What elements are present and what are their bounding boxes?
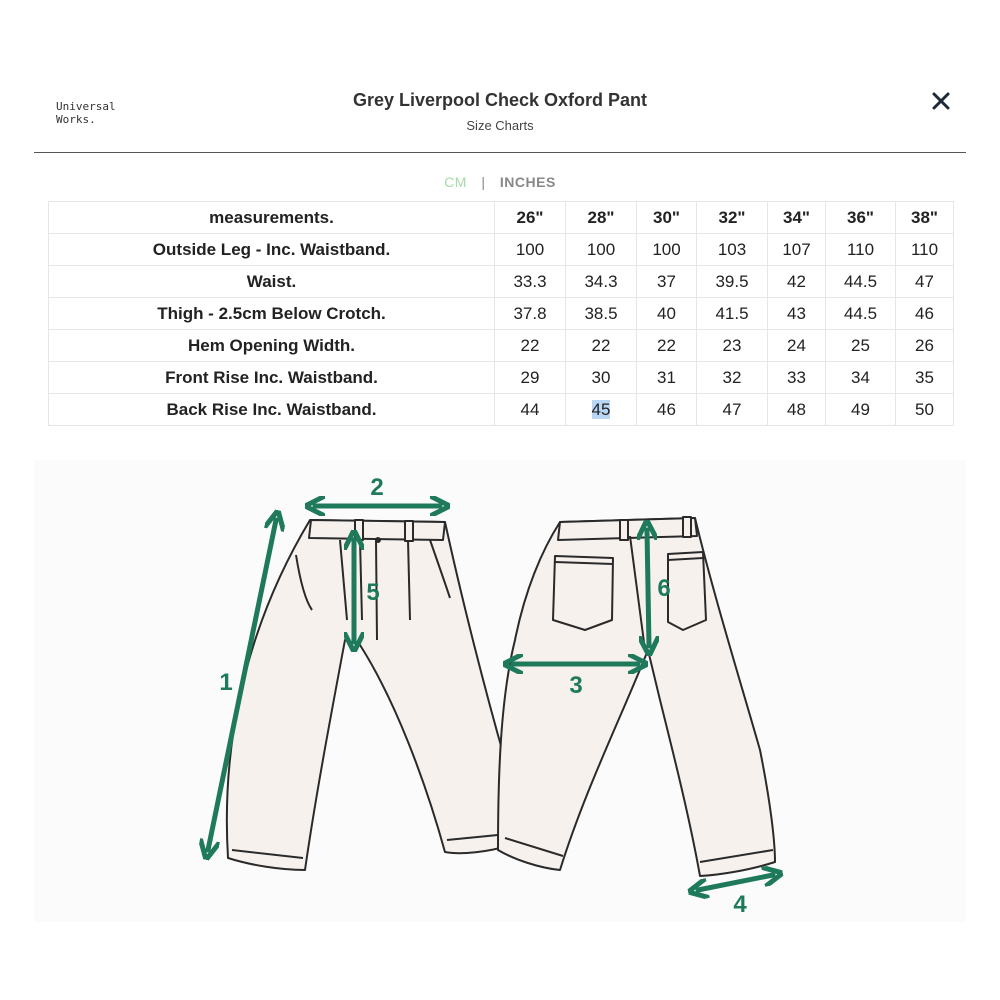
table-cell: 35 [896,362,954,394]
marker-1: 1 [219,669,233,696]
size-chart-table [48,201,954,426]
marker-3: 3 [569,672,583,699]
close-button[interactable] [928,88,954,114]
table-cell: 50 [896,394,954,426]
table-cell: 26 [896,330,954,362]
marker-2: 2 [370,474,384,501]
size-charts-subtitle: Size Charts [466,118,534,133]
table-row [49,298,954,330]
table-cell: 46 [637,394,697,426]
table-cell: 33 [768,362,826,394]
table-cell: 24 [768,330,826,362]
table-cell: 46 [896,298,954,330]
table-cell: 22 [637,330,697,362]
table-header-cell: 28" [566,202,637,234]
unit-inches-tab[interactable]: INCHES [499,174,556,190]
product-title: Grey Liverpool Check Oxford Pant [352,90,648,110]
table-header-cell: 34" [768,202,826,234]
table-cell: 44.5 [826,298,896,330]
table-row [49,362,954,394]
back-trousers-illustration [498,517,775,876]
table-row [49,330,954,362]
table-cell: 30 [566,362,637,394]
table-cell: 25 [826,330,896,362]
table-cell: 23 [697,330,768,362]
table-cell: 34.3 [566,266,637,298]
table-cell: 38.5 [566,298,637,330]
unit-separator: | [481,174,486,190]
arrow-6-back-rise [647,530,649,646]
table-cell: 107 [768,234,826,266]
row-label: Back Rise Inc. Waistband. [49,394,495,426]
table-cell: 40 [637,298,697,330]
table-header-cell: 32" [697,202,768,234]
marker-4: 4 [733,891,747,918]
table-cell: 22 [495,330,566,362]
header-divider [34,152,966,153]
table-row [49,234,954,266]
table-cell: 37.8 [495,298,566,330]
row-label: Thigh - 2.5cm Below Crotch. [49,298,495,330]
table-cell: 100 [566,234,637,266]
table-row [49,394,954,426]
table-cell: 103 [697,234,768,266]
arrow-4-hem [698,875,773,890]
table-cell: 31 [637,362,697,394]
close-icon [928,88,954,114]
table-cell: 100 [495,234,566,266]
row-label: Front Rise Inc. Waistband. [49,362,495,394]
table-cell: 47 [697,394,768,426]
table-cell: 34 [826,362,896,394]
table-cell: 110 [896,234,954,266]
table-header-cell: 38" [896,202,954,234]
table-cell: 41.5 [697,298,768,330]
table-cell: 48 [768,394,826,426]
table-header-row [49,202,954,234]
row-label: Outside Leg - Inc. Waistband. [49,234,495,266]
brand-line-1: Universal [56,100,116,113]
table-header-cell: 26" [495,202,566,234]
table-cell: 43 [768,298,826,330]
table-cell: 22 [566,330,637,362]
table-cell: 100 [637,234,697,266]
table-header-cell: 36" [826,202,896,234]
table-cell: 37 [637,266,697,298]
table-row [49,266,954,298]
unit-cm-tab[interactable]: CM [444,174,467,190]
table-cell: 44.5 [826,266,896,298]
unit-toggle [0,174,1000,190]
table-cell-highlighted [566,394,637,426]
row-label: Hem Opening Width. [49,330,495,362]
front-trousers-illustration [227,520,510,870]
table-cell: 29 [495,362,566,394]
table-cell: 39.5 [697,266,768,298]
table-header-cell: measurements. [49,202,495,234]
table-header-cell: 30" [637,202,697,234]
marker-5: 5 [366,579,380,606]
table-cell: 33.3 [495,266,566,298]
table-cell: 110 [826,234,896,266]
table-cell: 32 [697,362,768,394]
table-cell: 42 [768,266,826,298]
row-label: Waist. [49,266,495,298]
highlighted-value: 45 [591,399,611,419]
table-cell: 49 [826,394,896,426]
measurement-diagram [0,440,1000,940]
table-cell: 44 [495,394,566,426]
brand-line-2: Works. [56,113,96,126]
marker-6: 6 [657,575,671,602]
table-cell: 47 [896,266,954,298]
